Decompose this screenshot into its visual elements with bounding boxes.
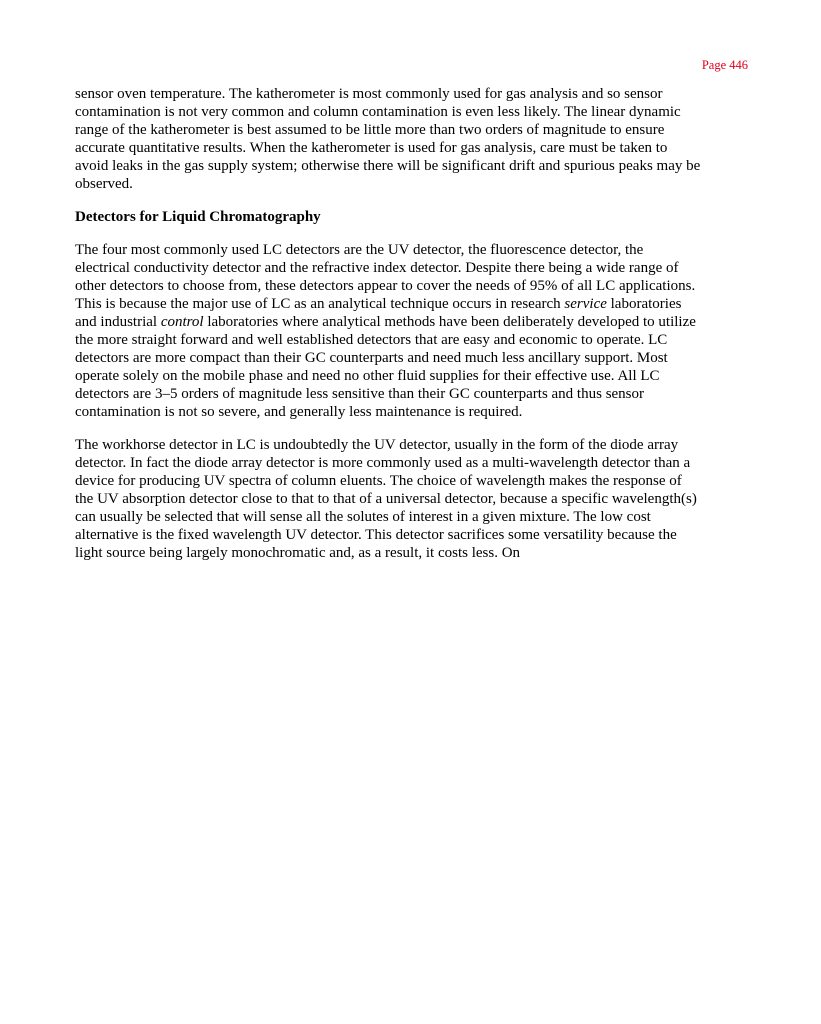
paragraph-katherometer [75, 85, 755, 193]
page-number: Page 446 [701, 58, 748, 72]
text-line: detector. In fact the diode array detector is more commonly used as a multi-wavelength detector than a [75, 455, 691, 471]
text-line: accurate quantitative results. When the katherometer is used for gas analysis, care must be taken to [75, 140, 668, 156]
text-line: operate solely on the mobile phase and need no other fluid supplies for their effective use. All LC [75, 368, 660, 384]
text-line: avoid leaks in the gas supply system; otherwise there will be significant drift and spurious peaks may be [75, 158, 701, 174]
text-line: contamination is not so severe, and generally less maintenance is required. [75, 404, 523, 420]
text-line: sensor oven temperature. The katherometer is most commonly used for gas analysis and so sensor [75, 86, 663, 102]
text-line [75, 313, 755, 331]
text-line: observed. [75, 176, 133, 192]
text-line: contamination is not very common and column contamination is even less likely. The linear dynamic [75, 104, 681, 120]
text-line: detectors are more compact than their GC counterparts and need much less ancillary support. Most [75, 350, 668, 366]
text-line: detectors are 3–5 orders of magnitude less sensitive than their GC counterparts and thus sensor [75, 386, 645, 402]
text-line: The workhorse detector in LC is undoubtedly the UV detector, usually in the form of the diode array [75, 437, 679, 453]
paragraph-uv-detector [75, 436, 755, 562]
text-line: range of the katherometer is best assumed to be little more than two orders of magnitude to ensure [75, 122, 665, 138]
text-line: device for producing UV spectra of column eluents. The choice of wavelength makes the response of [75, 473, 682, 489]
text-line: alternative is the fixed wavelength UV detector. This detector sacrifices some versatility because the [75, 527, 677, 543]
italic-term-control: control [160, 314, 204, 330]
paragraph-lc-detectors [75, 241, 755, 421]
text-line: electrical conductivity detector and the refractive index detector. Despite there being a wide range of [75, 260, 679, 276]
text-line: other detectors to choose from, these detectors appear to cover the needs of 95% of all LC applications. [75, 278, 696, 294]
text-segment: laboratories where analytical methods have been deliberately developed to utilize [203, 314, 696, 330]
section-heading: Detectors for Liquid Chromatography [75, 209, 321, 225]
text-line: can usually be selected that will sense all the solutes of interest in a given mixture. The low cost [75, 509, 651, 525]
text-line: the UV absorption detector close to that to that of a universal detector, because a specific wavelength(s) [75, 491, 697, 507]
text-line: The four most commonly used LC detectors are the UV detector, the fluorescence detector, the [75, 242, 644, 258]
text-segment: This is because the major use of LC as an analytical technique occurs in research [75, 296, 565, 312]
text-segment: laboratories [606, 296, 682, 312]
text-line: the more straight forward and well established detectors that are easy and economic to operate. LC [75, 332, 668, 348]
text-line [75, 295, 755, 313]
italic-term-service: service [564, 296, 607, 312]
text-line: light source being largely monochromatic and, as a result, it costs less. On [75, 545, 521, 561]
page-body [75, 85, 755, 577]
text-segment: and industrial [75, 314, 161, 330]
